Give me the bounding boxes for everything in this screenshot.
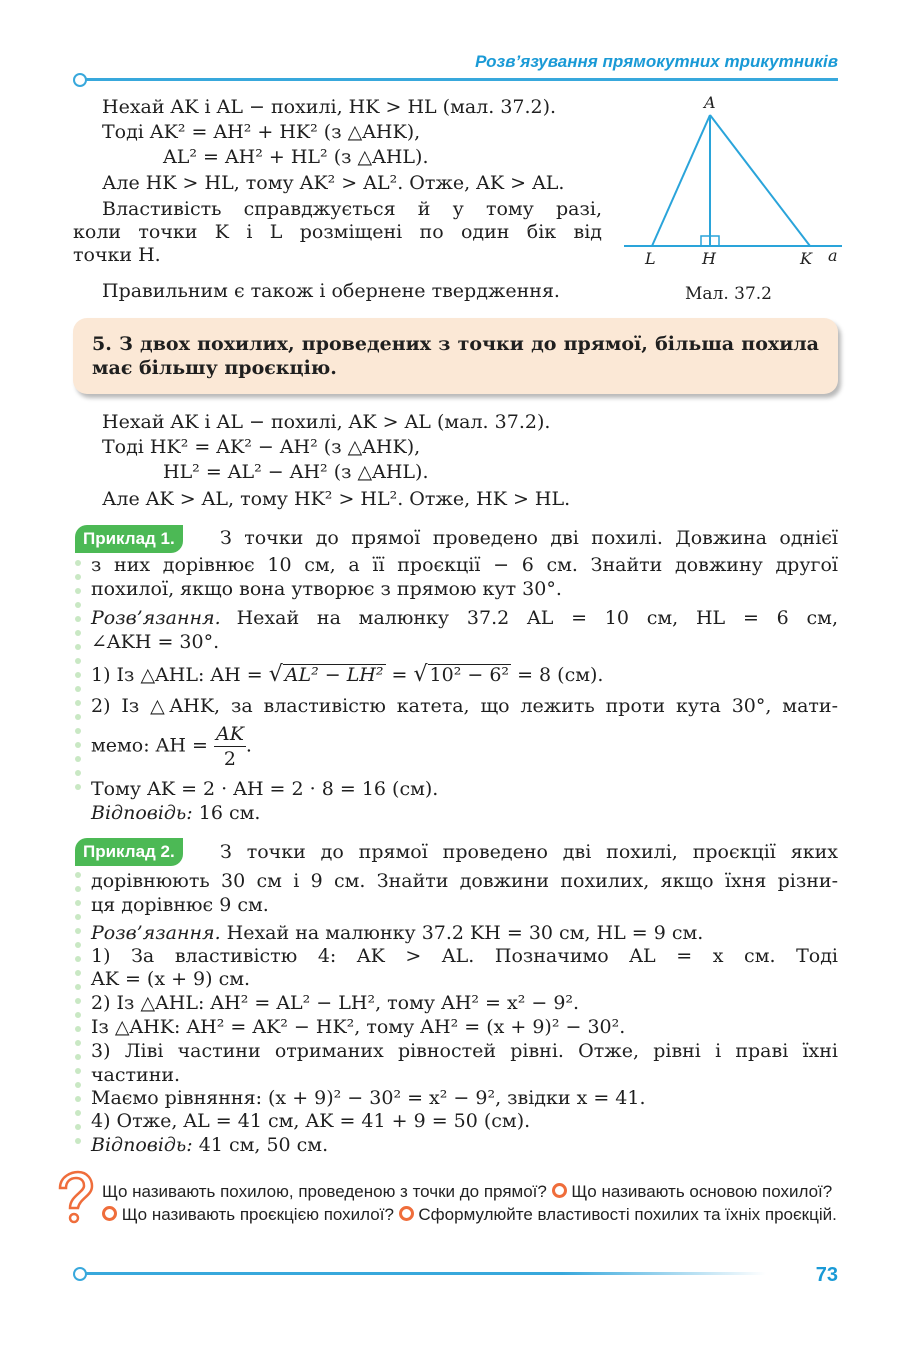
ex1-line-5: ∠AKH = 30°. [91, 631, 220, 653]
ex1-solution-word: Розв’язання. [91, 607, 221, 629]
ex1-step-3: Тому AK = 2 · AH = 2 · 8 = 16 (см). [91, 778, 439, 800]
ex2-solution-text: Нехай на малюнку 37.2 KH = 30 см, HL = 9 см. [220, 922, 704, 944]
question-2: Що називають основою похилої? [571, 1182, 833, 1201]
ex1-radical-1: AL² − LH² [284, 664, 384, 686]
segment-AL [652, 115, 710, 246]
ex1-fraction [214, 722, 246, 771]
header-rule [86, 78, 838, 81]
ex1-radical-2: 10² − 6² [429, 664, 510, 686]
footer-rule [86, 1272, 766, 1275]
ex2-step-2b: Із △AHK: AH² = AK² − HK², тому AH² = (x + 9)² − 30². [91, 1016, 626, 1038]
question-1: Що називають похилою, проведеною з точки до прямої? [102, 1182, 547, 1201]
ex2-answer-word: Відповідь: [91, 1134, 193, 1156]
ex2-step-2: 2) Із △AHL: AH² = AL² − LH², тому AH² = x² − 9². [91, 992, 580, 1014]
running-header: Розв’язування прямокутних трикутників [475, 52, 838, 71]
example-2-badge: Приклад 2. [75, 838, 183, 866]
ex2-solution [91, 922, 703, 944]
label-H: H [702, 249, 716, 268]
label-L: L [645, 249, 656, 268]
ex1-answer-word: Відповідь: [91, 802, 193, 824]
ex2-step-1b: AK = (x + 9) см. [91, 968, 251, 990]
intro-line-6: коли точки K і L розміщені по один бік від [73, 221, 602, 243]
bullet-ring-icon [399, 1206, 414, 1221]
question-mark-icon [52, 1170, 94, 1228]
ex2-step-1: 1) За властивістю 4: AK > AL. Позначимо AL = x см. Тоді [91, 945, 838, 967]
example-1-dots [75, 560, 81, 798]
ex2-line-1: З точки до прямої проведено дві похилі, проєкції яких [220, 841, 838, 863]
figure-37-2 [620, 88, 850, 278]
ex1-step-2b [91, 722, 252, 771]
ex1-fraction-num: AK [215, 723, 244, 745]
bullet-ring-icon [102, 1206, 117, 1221]
intro-line-5: Властивість справджується й у тому разі, [102, 198, 602, 220]
proof-line-2: Тоді HK² = AK² − AH² (з △AHK), [102, 436, 421, 458]
intro-line-7: точки H. [73, 244, 161, 266]
property-5-text: 5. З двох похилих, проведених з точки до прямої, більша похила має більшу проєкцію. [92, 333, 819, 379]
ex2-step-4: 4) Отже, AL = 41 см, AK = 41 + 9 = 50 (см). [91, 1110, 531, 1132]
ex1-answer-value: 16 см. [192, 802, 261, 824]
proof-line-3: HL² = AL² − AH² (з △AHL). [163, 461, 429, 483]
ex2-step-3: 3) Ліві частини отриманих рівностей рівні. Отже, рівні і праві їхні [91, 1040, 838, 1062]
ex1-solution [91, 607, 838, 629]
question-3: Що називають проєкцією похилої? [121, 1205, 394, 1224]
ex1-answer [91, 802, 260, 824]
page-number: 73 [815, 1264, 838, 1286]
ex1-step-1-post: = 8 (см). [511, 664, 604, 686]
ex2-answer [91, 1134, 328, 1156]
figure-caption: Мал. 37.2 [685, 284, 773, 304]
intro-line-1: Нехай AK і AL − похилі, HK > HL (мал. 37.2). [102, 96, 557, 118]
example-2-dots [75, 872, 81, 1152]
ex2-step-3b: частини. [91, 1064, 181, 1086]
proof-line-1: Нехай AK і AL − похилі, AK > AL (мал. 37.2). [102, 411, 551, 433]
ex1-fraction-den: 2 [223, 748, 236, 770]
review-questions [102, 1180, 838, 1226]
segment-AK [710, 115, 810, 246]
question-4: Сформулюйте властивості похилих та їхніх проєкцій. [418, 1205, 837, 1224]
intro-line-4: Але HK > HL, тому AK² > AL². Отже, AK > AL. [102, 172, 565, 194]
ex1-step-1-mid: = [385, 664, 414, 686]
ex1-line-2: з них дорівнює 10 см, а її проєкції − 6 см. Знайти довжину другої [91, 554, 838, 576]
ex1-line-3: похилої, якщо вона утворює з прямою кут 30°. [91, 578, 562, 600]
ex2-step-3c: Маємо рівняння: (x + 9)² − 30² = x² − 9², звідки x = 41. [91, 1087, 646, 1109]
label-A: A [704, 93, 716, 112]
intro-line-2: Тоді AK² = AH² + HK² (з △AHK), [102, 121, 421, 143]
ex1-step-2: 2) Із △AHK, за властивістю катета, що лежить проти кута 30°, мати- [91, 695, 838, 717]
example-1-badge: Приклад 1. [75, 525, 183, 553]
ex2-line-3: ця дорівнює 9 см. [91, 894, 269, 916]
ex1-line-1: З точки до прямої проведено дві похилі. Довжина однієї [220, 527, 838, 549]
label-a: a [828, 246, 838, 265]
proof-line-4: Але AK > AL, тому HK² > HL². Отже, HK > HL. [102, 488, 571, 510]
ex1-step-1: 1) Із △AHL: AH = √ AL² − LH² = √ 10² − 6² = 8 (см). [91, 662, 604, 687]
ex2-solution-word: Розв’язання. [91, 922, 221, 944]
ex1-step-2b-post: . [245, 734, 252, 757]
ex2-answer-value: 41 см, 50 см. [192, 1134, 329, 1156]
intro-line-8: Правильним є також і обернене твердження. [102, 280, 560, 302]
ex1-solution-text: Нехай на малюнку 37.2 AL = 10 см, HL = 6 см, [236, 607, 838, 629]
footer-rule-end [73, 1267, 87, 1281]
header-rule-end [73, 73, 87, 87]
ex1-step-2b-pre: мемо: AH = [91, 734, 214, 757]
bullet-ring-icon [552, 1183, 567, 1198]
label-K: K [800, 249, 812, 268]
intro-line-3: AL² = AH² + HL² (з △AHL). [163, 146, 429, 168]
ex2-line-2: дорівнюють 30 см і 9 см. Знайти довжини похилих, якщо їхня різни- [91, 870, 838, 892]
ex1-step-1-pre: 1) Із △AHL: AH = [91, 664, 269, 686]
